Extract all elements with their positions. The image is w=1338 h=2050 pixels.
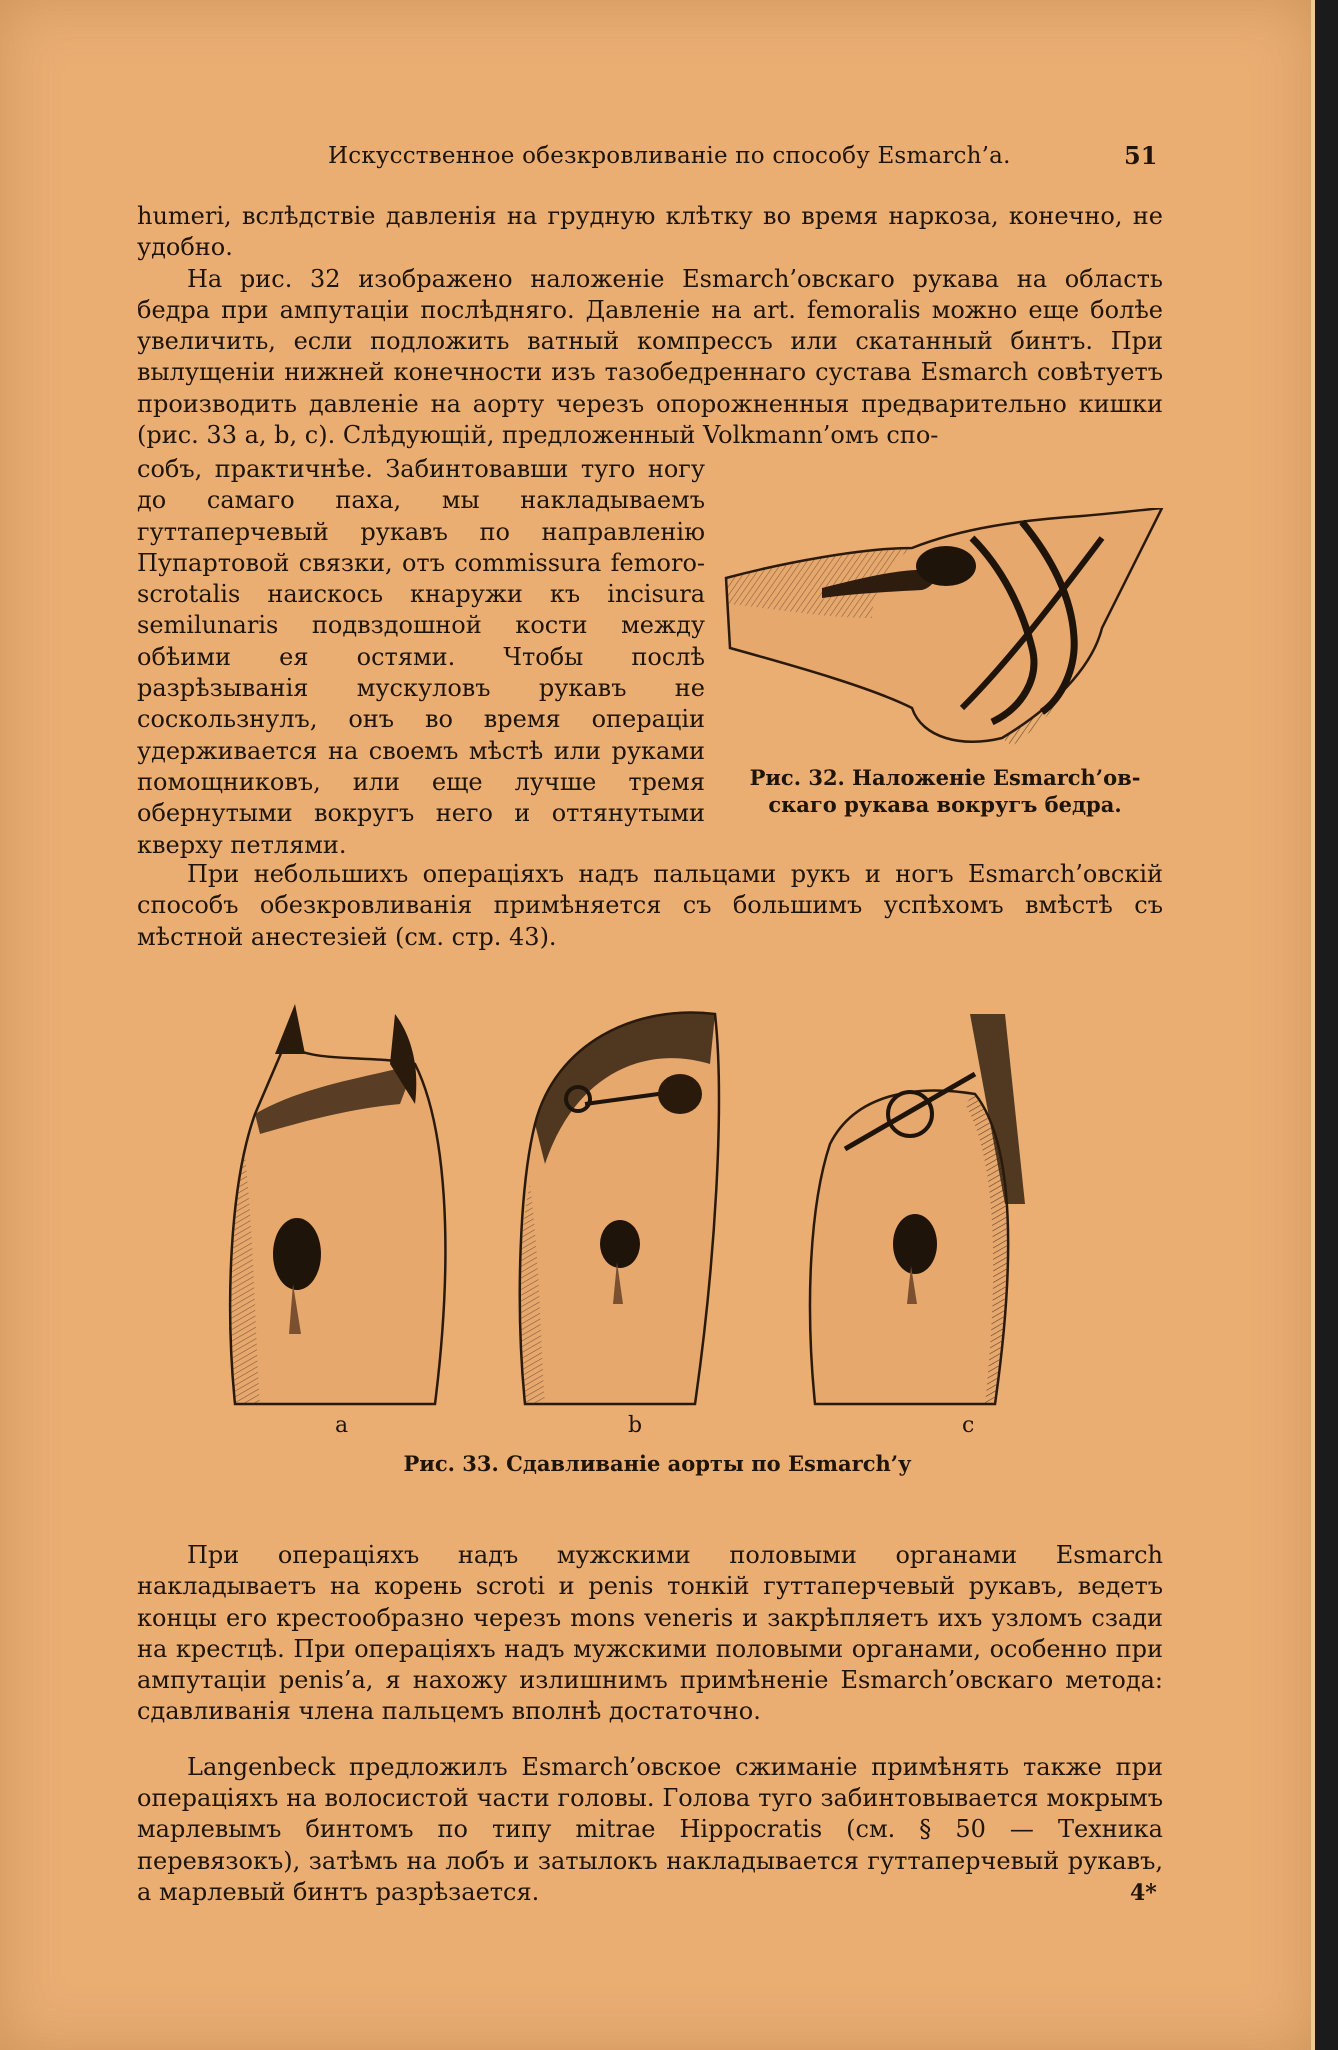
paragraph: Langenbeck предложилъ Esmarch’овское сжиманіе примѣнять также при операціяхъ на волосистой части головы. Голова туго забинтовывается мокрымъ марлевымъ бинтомъ по типу mitrae Hippocratis (см. § 50 — Техника перевязокъ), затѣмъ на лобъ и затылокъ накладывается гуттаперчевый рукавъ, а марлевый бинтъ разрѣзается.: [137, 1752, 1163, 1906]
figure-33-label-b: b: [628, 1413, 643, 1438]
figure-32-caption-line: скаго рукава вокругъ бедра.: [768, 792, 1122, 817]
top-text-block: [137, 201, 1163, 451]
scan-edge-shadow: [1315, 0, 1338, 2050]
page-number: 51: [1124, 141, 1158, 170]
figure-33-label-a: a: [335, 1413, 349, 1438]
running-title: Искусственное обезкровливаніе по способу Esmarch’a.: [328, 143, 1011, 169]
signature-mark: 4*: [1130, 1880, 1157, 1906]
paragraph: humeri, вслѣдствіе давленія на грудную клѣтку во время наркоза, конечно, не удобно.: [137, 202, 1163, 262]
paragraph-beside-figure: собъ, практичнѣе. Забинтовавши туго ногу до самаго паха, мы накладываемъ гуттаперчевый рукавъ по направленію Пупартовой связки, отъ commissura femoro-scrotalis наискось кнаружи къ incisura semilunaris подвздошной кости между обѣими ея остями. Чтобы послѣ разрѣзыванія мускуловъ рукавъ не соскользнулъ, онъ во время операціи удерживается на своемъ мѣстѣ или руками помощниковъ, или еще лучше тремя обернутыми вокругъ него и оттянутыми кверху петлями.: [137, 455, 705, 859]
figure-33-caption: Рис. 33. Сдавливаніе аорты по Esmarch’у: [403, 1451, 912, 1476]
figure-33c: [810, 1014, 1025, 1404]
paragraph: При небольшихъ операціяхъ надъ пальцами рукъ и ногъ Esmarch’овскій способъ обезкровливанія примѣняется съ большимъ успѣхомъ вмѣстѣ съ мѣстной анестезіей (см. стр. 43).: [137, 860, 1163, 951]
figure-33b: [520, 1012, 719, 1404]
figure-33-label-c: c: [962, 1413, 975, 1438]
paragraph: При операціяхъ надъ мужскими половыми органами Esmarch накладываетъ на корень scroti и penis тонкій гуттаперчевый рукавъ, ведетъ концы его крестообразно черезъ mons veneris и закрѣпляетъ ихъ узломъ сзади на крестцѣ. При операціяхъ надъ мужскими половыми органами, особенно при ампутаціи penis’a, я нахожу излишнимъ примѣненіе Esmarch’овскаго метода: сдавливанія члена пальцемъ вполнѣ достаточно.: [137, 1541, 1163, 1726]
figure-32-caption: [722, 764, 1168, 818]
running-head: [0, 143, 1315, 177]
lower-text-block: [137, 1516, 1163, 1932]
paragraph: На рис. 32 изображено наложеніе Esmarch’овскаго рукава на область бедра при ампутаціи послѣдняго. Давленіе на art. femoralis можно еще болѣе увеличить, если подложить ватный компрессъ или скатанный бинтъ. При вылущеніи нижней конечности изъ тазобедреннаго сустава Esmarch совѣтуетъ производить давленіе на аорту черезъ опорожненныя предварительно кишки (рис. 33 a, b, c). Слѣдующій, предложенный Volkmann’омъ спо-: [137, 264, 1163, 450]
figure-33-aorta-compression-illustrations: [215, 1004, 1095, 1409]
figure-33a: [230, 1004, 446, 1404]
figure-32-thigh-illustration: [722, 508, 1168, 758]
figure-32-caption-line: Рис. 32. Наложеніе Esmarch’ов-: [749, 765, 1141, 790]
